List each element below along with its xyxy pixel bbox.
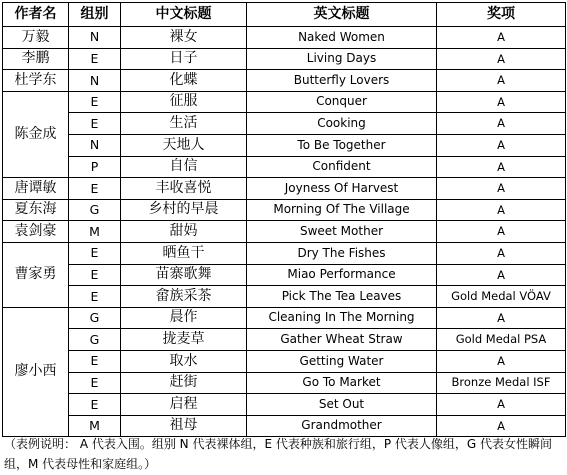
group-cell: E: [69, 113, 121, 135]
table-row: [3, 27, 566, 49]
award-cell: A: [437, 156, 566, 178]
header-row: [3, 3, 566, 27]
chinese-title-cell: 天地人: [121, 134, 247, 156]
author-name-cell: 袁剑豪: [3, 221, 69, 243]
table-row: [3, 307, 566, 329]
english-title-cell: Set Out: [247, 394, 437, 416]
chinese-title-cell: 赶街: [121, 372, 247, 394]
author-name-cell: 李鹏: [3, 48, 69, 70]
author-name-cell: 陈金成: [3, 91, 69, 177]
chinese-title-cell: 取水: [121, 350, 247, 372]
chinese-title-cell: 裸女: [121, 27, 247, 49]
author-name-cell: 杜学东: [3, 70, 69, 92]
award-cell: Bronze Medal ISF: [437, 372, 566, 394]
table-row: [3, 286, 566, 308]
chinese-title-cell: 甜妈: [121, 221, 247, 243]
award-cell: A: [437, 113, 566, 135]
english-title-cell: Dry The Fishes: [247, 242, 437, 264]
english-title-cell: Cooking: [247, 113, 437, 135]
group-cell: M: [69, 415, 121, 437]
chinese-title-cell: 祖母: [121, 415, 247, 437]
chinese-title-cell: 启程: [121, 394, 247, 416]
english-title-cell: Gather Wheat Straw: [247, 329, 437, 351]
group-cell: E: [69, 286, 121, 308]
header-author: 作者名: [3, 3, 69, 27]
group-cell: N: [69, 27, 121, 49]
group-cell: G: [69, 307, 121, 329]
table-body: [3, 27, 566, 437]
award-cell: A: [437, 307, 566, 329]
english-title-cell: Confident: [247, 156, 437, 178]
award-cell: A: [437, 27, 566, 49]
award-cell: A: [437, 394, 566, 416]
group-cell: E: [69, 242, 121, 264]
english-title-cell: Naked Women: [247, 27, 437, 49]
header-chinese-title: 中文标题: [121, 3, 247, 27]
author-name-cell: 曹家勇: [3, 242, 69, 307]
award-cell: A: [437, 70, 566, 92]
english-title-cell: Joyness Of Harvest: [247, 178, 437, 200]
english-title-cell: To Be Together: [247, 134, 437, 156]
english-title-cell: Cleaning In The Morning: [247, 307, 437, 329]
author-name-cell: 唐谭敏: [3, 178, 69, 200]
header-english-title: 英文标题: [247, 3, 437, 27]
chinese-title-cell: 苗寨歌舞: [121, 264, 247, 286]
chinese-title-cell: 畲族采茶: [121, 286, 247, 308]
award-cell: A: [437, 199, 566, 221]
english-title-cell: Sweet Mother: [247, 221, 437, 243]
table-row: [3, 48, 566, 70]
group-cell: E: [69, 91, 121, 113]
author-name-cell: 廖小西: [3, 307, 69, 437]
english-title-cell: Morning Of The Village: [247, 199, 437, 221]
english-title-cell: Getting Water: [247, 350, 437, 372]
award-cell: A: [437, 91, 566, 113]
table-row: [3, 221, 566, 243]
award-cell: A: [437, 350, 566, 372]
group-cell: E: [69, 350, 121, 372]
chinese-title-cell: 生活: [121, 113, 247, 135]
chinese-title-cell: 化蝶: [121, 70, 247, 92]
english-title-cell: Conquer: [247, 91, 437, 113]
award-cell: A: [437, 48, 566, 70]
group-cell: G: [69, 329, 121, 351]
chinese-title-cell: 自信: [121, 156, 247, 178]
group-cell: P: [69, 156, 121, 178]
awards-table: [2, 2, 566, 437]
award-cell: A: [437, 415, 566, 437]
group-cell: E: [69, 394, 121, 416]
table-row: [3, 394, 566, 416]
chinese-title-cell: 日子: [121, 48, 247, 70]
group-cell: E: [69, 48, 121, 70]
english-title-cell: Living Days: [247, 48, 437, 70]
author-name-cell: 万毅: [3, 27, 69, 49]
table-row: [3, 156, 566, 178]
award-cell: A: [437, 242, 566, 264]
table-row: [3, 264, 566, 286]
award-cell: Gold Medal VÖAV: [437, 286, 566, 308]
chinese-title-cell: 拢麦草: [121, 329, 247, 351]
english-title-cell: Pick The Tea Leaves: [247, 286, 437, 308]
award-cell: A: [437, 134, 566, 156]
english-title-cell: Miao Performance: [247, 264, 437, 286]
table-row: [3, 350, 566, 372]
group-cell: N: [69, 70, 121, 92]
table-row: [3, 91, 566, 113]
chinese-title-cell: 乡村的早晨: [121, 199, 247, 221]
award-cell: A: [437, 221, 566, 243]
group-cell: G: [69, 199, 121, 221]
award-cell: A: [437, 264, 566, 286]
award-cell: Gold Medal PSA: [437, 329, 566, 351]
english-title-cell: Go To Market: [247, 372, 437, 394]
table-row: [3, 242, 566, 264]
group-cell: E: [69, 178, 121, 200]
group-cell: M: [69, 221, 121, 243]
chinese-title-cell: 丰收喜悦: [121, 178, 247, 200]
english-title-cell: Grandmother: [247, 415, 437, 437]
table-row: [3, 199, 566, 221]
group-cell: E: [69, 372, 121, 394]
table-row: [3, 70, 566, 92]
chinese-title-cell: 晒鱼干: [121, 242, 247, 264]
table-row: [3, 178, 566, 200]
header-group: 组别: [69, 3, 121, 27]
chinese-title-cell: 晨作: [121, 307, 247, 329]
group-cell: E: [69, 264, 121, 286]
table-row: [3, 134, 566, 156]
author-name-cell: 夏东海: [3, 199, 69, 221]
table-row: [3, 113, 566, 135]
chinese-title-cell: 征服: [121, 91, 247, 113]
legend-note: （表例说明： A 代表入围。组别 N 代表裸体组，E 代表种族和旅行组，P 代表人像组，G 代表女性瞬间组，M 代表母性和家庭组。）: [4, 437, 553, 471]
group-cell: N: [69, 134, 121, 156]
award-cell: A: [437, 178, 566, 200]
header-award: 奖项: [437, 3, 566, 27]
table-row: [3, 329, 566, 351]
english-title-cell: Butterfly Lovers: [247, 70, 437, 92]
table-row: [3, 372, 566, 394]
